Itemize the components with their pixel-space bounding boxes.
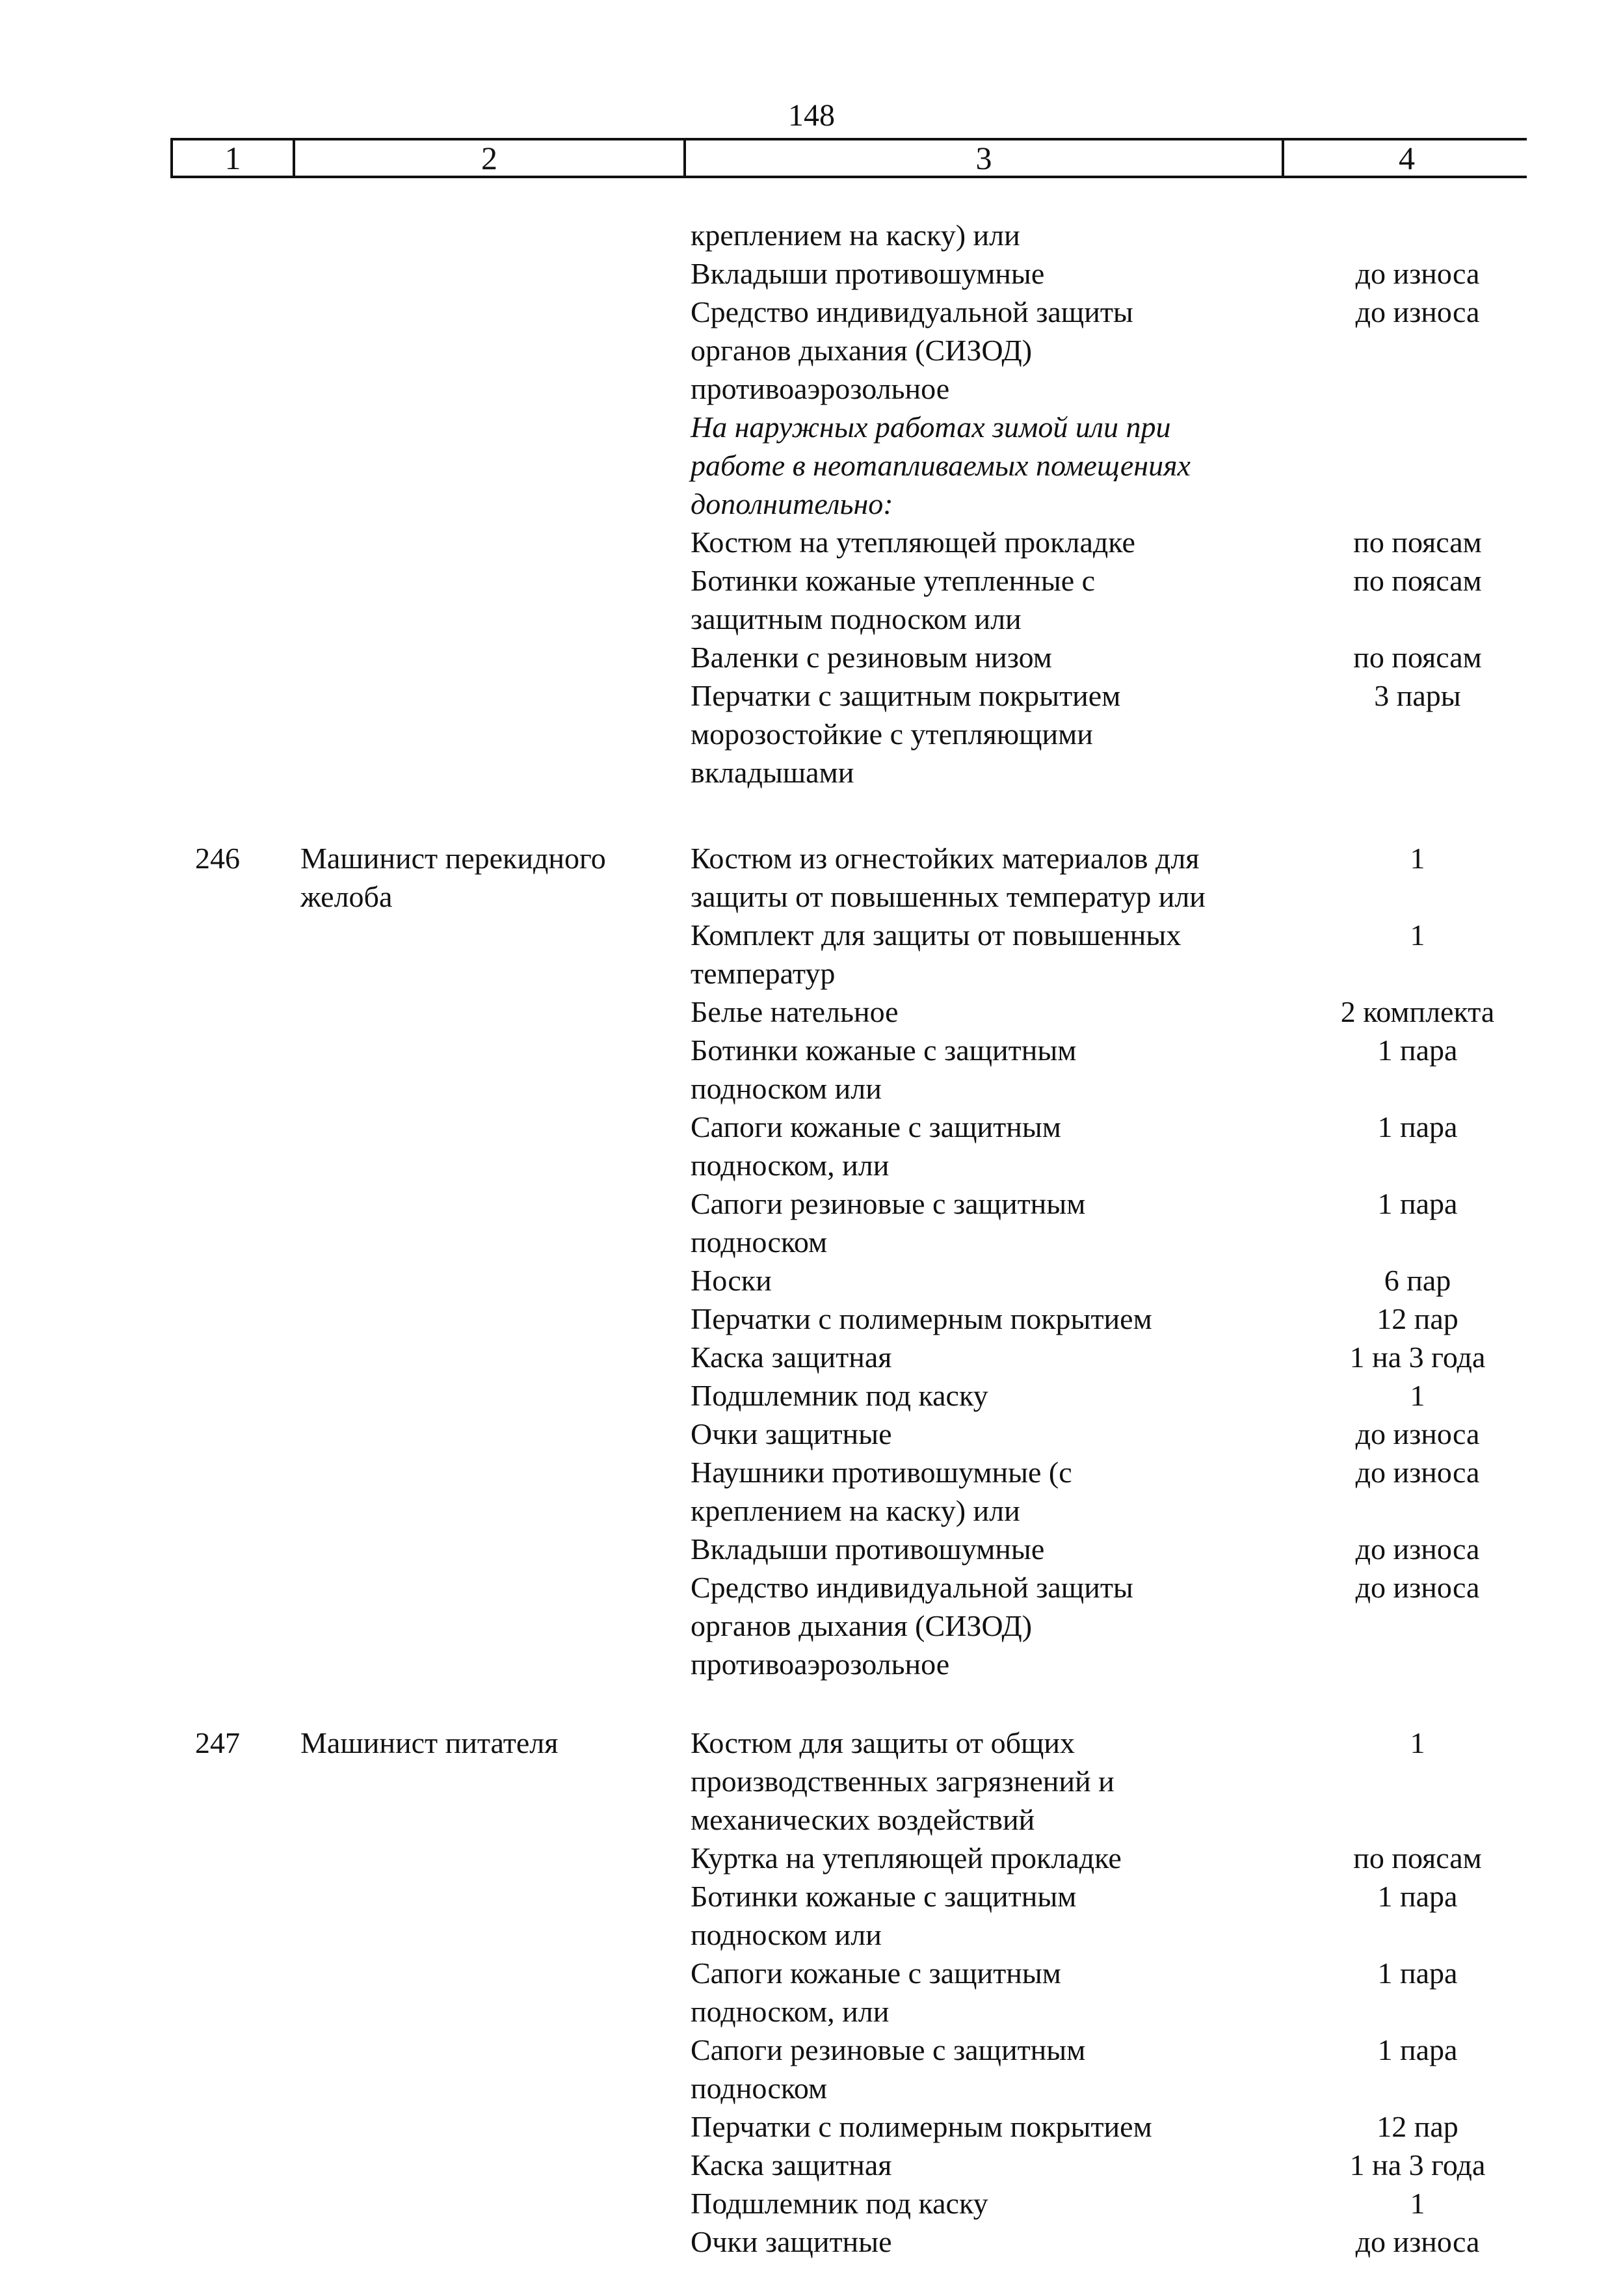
item-line: Очки защитные xyxy=(691,1417,892,1450)
header-col-3: 3 xyxy=(683,140,1282,176)
item-line: органов дыхания (СИЗОД) xyxy=(691,1609,1033,1642)
profession-line: желоба xyxy=(300,880,393,913)
item-quantity: до износа xyxy=(1355,257,1480,290)
item-line: подноском xyxy=(691,1225,828,1259)
item-line: защиты от повышенных температур или xyxy=(691,880,1206,913)
item-line: работе в неотапливаемых помещениях xyxy=(691,449,1191,482)
item-quantity: 1 xyxy=(1410,1379,1425,1412)
item-quantity: 1 пара xyxy=(1377,1880,1458,1913)
header-col-4: 4 xyxy=(1282,140,1529,176)
item-line: Каска защитная xyxy=(691,1341,892,1374)
item-line: Куртка на утепляющей прокладке xyxy=(691,1841,1122,1875)
item-line: Очки защитные xyxy=(691,2225,892,2258)
item-quantity: 1 пара xyxy=(1377,1110,1458,1143)
item-quantity: 1 на 3 года xyxy=(1349,2148,1486,2182)
item-quantity: 1 xyxy=(1410,2187,1425,2220)
item-line: производственных загрязнений и xyxy=(691,1765,1115,1798)
item-quantity: 1 пара xyxy=(1377,1034,1458,1067)
item-line: Костюм для защиты от общих xyxy=(691,1726,1075,1759)
item-line: Перчатки с защитным покрытием xyxy=(691,679,1121,712)
item-line: Подшлемник под каску xyxy=(691,2187,988,2220)
item-quantity: до износа xyxy=(1355,1571,1480,1604)
item-line: Перчатки с полимерным покрытием xyxy=(691,1302,1152,1335)
item-line: Ботинки кожаные с защитным xyxy=(691,1880,1077,1913)
item-line: подноском, или xyxy=(691,1149,890,1182)
item-line: вкладышами xyxy=(691,756,854,789)
item-line: Вкладыши противошумные xyxy=(691,1532,1045,1566)
item-line: механических воздействий xyxy=(691,1803,1035,1836)
item-quantity: по поясам xyxy=(1353,564,1482,597)
item-line: Носки xyxy=(691,1264,772,1297)
item-line: органов дыхания (СИЗОД) xyxy=(691,334,1033,367)
item-quantity: 12 пар xyxy=(1377,2110,1458,2143)
item-quantity: по поясам xyxy=(1353,641,1482,674)
profession-line: Машинист питателя xyxy=(300,1726,559,1759)
item-line: креплением на каску) или xyxy=(691,219,1020,252)
item-quantity: 6 пар xyxy=(1384,1264,1451,1297)
item-line: Ботинки кожаные утепленные с xyxy=(691,564,1096,597)
item-quantity: 1 пара xyxy=(1377,1187,1458,1220)
item-line: Сапоги резиновые с защитным xyxy=(691,2033,1086,2066)
item-line: подноском, или xyxy=(691,1995,890,2028)
item-quantity: до износа xyxy=(1355,295,1480,328)
table-header xyxy=(170,138,1527,178)
item-line: Валенки с резиновым низом xyxy=(691,641,1052,674)
item-quantity: 1 на 3 года xyxy=(1349,1341,1486,1374)
header-col-2: 2 xyxy=(293,140,683,176)
item-line: Сапоги резиновые с защитным xyxy=(691,1187,1086,1220)
item-quantity: по поясам xyxy=(1353,526,1482,559)
item-quantity: 1 пара xyxy=(1377,2033,1458,2066)
item-line: морозостойкие с утепляющими xyxy=(691,717,1093,751)
item-line: подноском или xyxy=(691,1918,882,1951)
entry-number: 247 xyxy=(195,1726,240,1759)
profession-line: Машинист перекидного xyxy=(300,842,606,875)
item-quantity: 2 комплекта xyxy=(1340,995,1495,1028)
item-quantity: 12 пар xyxy=(1377,1302,1458,1335)
item-line: Перчатки с полимерным покрытием xyxy=(691,2110,1152,2143)
item-line: Ботинки кожаные с защитным xyxy=(691,1034,1077,1067)
item-line: подноском xyxy=(691,2072,828,2105)
item-quantity: до износа xyxy=(1355,1532,1480,1566)
item-line: Каска защитная xyxy=(691,2148,892,2182)
item-quantity: 3 пары xyxy=(1374,679,1461,712)
item-line: Сапоги кожаные с защитным xyxy=(691,1110,1061,1143)
item-quantity: 1 пара xyxy=(1377,1956,1458,1990)
item-quantity: по поясам xyxy=(1353,1841,1482,1875)
item-line: защитным подноском или xyxy=(691,602,1022,635)
item-line: Сапоги кожаные с защитным xyxy=(691,1956,1061,1990)
item-line: температур xyxy=(691,957,836,990)
item-line: Наушники противошумные (с xyxy=(691,1456,1072,1489)
item-quantity: 1 xyxy=(1410,1726,1425,1759)
item-line: противоаэрозольное xyxy=(691,1648,950,1681)
item-line: креплением на каску) или xyxy=(691,1494,1020,1527)
item-line: противоаэрозольное xyxy=(691,372,950,405)
item-quantity: до износа xyxy=(1355,2225,1480,2258)
item-quantity: 1 xyxy=(1410,842,1425,875)
item-line: Комплект для защиты от повышенных xyxy=(691,918,1181,952)
item-quantity: 1 xyxy=(1410,918,1425,952)
item-line: Подшлемник под каску xyxy=(691,1379,988,1412)
entry-number: 246 xyxy=(195,842,240,875)
item-quantity: до износа xyxy=(1355,1417,1480,1450)
item-line: Средство индивидуальной защиты xyxy=(691,295,1133,328)
page-number: 148 xyxy=(788,98,835,133)
item-line: Костюм из огнестойких материалов для xyxy=(691,842,1200,875)
item-line: Вкладыши противошумные xyxy=(691,257,1045,290)
item-line: Белье нательное xyxy=(691,995,899,1028)
header-col-1: 1 xyxy=(224,140,241,176)
item-line: дополнительно: xyxy=(691,487,893,520)
item-quantity: до износа xyxy=(1355,1456,1480,1489)
item-line: Средство индивидуальной защиты xyxy=(691,1571,1133,1604)
item-line: Костюм на утепляющей прокладке xyxy=(691,526,1135,559)
item-line: На наружных работах зимой или при xyxy=(691,410,1171,444)
item-line: подноском или xyxy=(691,1072,882,1105)
